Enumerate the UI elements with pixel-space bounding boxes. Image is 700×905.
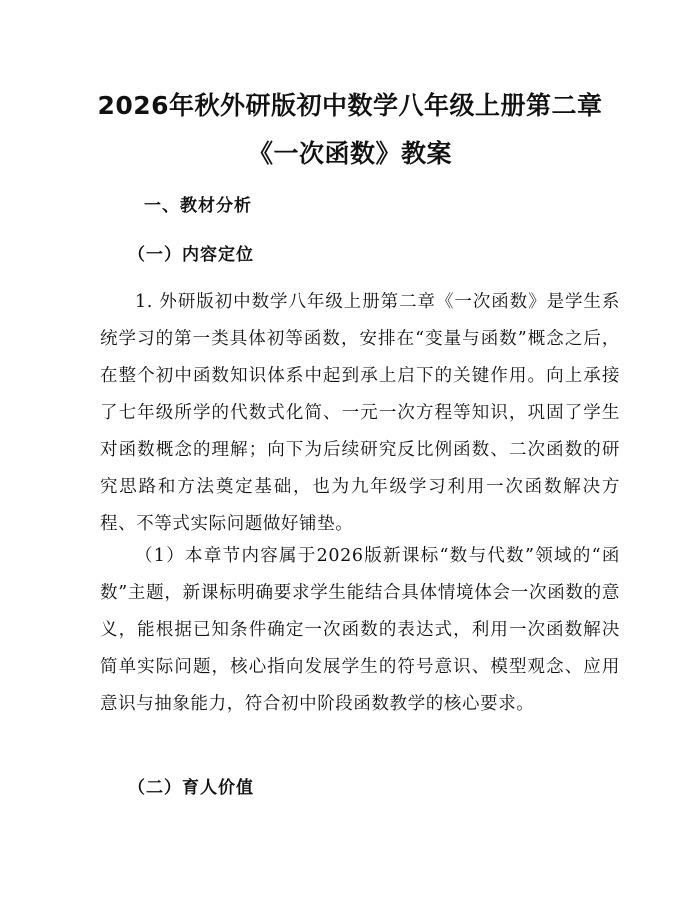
document-title-line-1: 2026年秋外研版初中数学八年级上册第二章 bbox=[97, 91, 603, 120]
document-title-line-2: 《一次函数》教案 bbox=[247, 139, 452, 168]
paragraph-content-positioning: 1. 外研版初中数学八年级上册第二章《一次函数》是学生系统学习的第一类具体初等函数，安排在“变量与函数”概念之后，在整个初中函数知识体系中起到承上启下的关键作用。向上承接了七年级所学的代数式化简、一元一次方程等知识，巩固了学生对函数概念的理解；向下为后续研究反比例函数、二次函数的研究思路和方法奠定基础，也为九年级学习利用一次函数解决方程、不等式实际问题做好铺垫。 bbox=[100, 292, 620, 534]
section-heading-textbook-analysis: 一、教材分析 bbox=[144, 196, 252, 216]
subsection-heading-educational-value: （二）育人价值 bbox=[128, 778, 254, 798]
subsection-heading-content-positioning: （一）内容定位 bbox=[128, 245, 254, 265]
paragraph-curriculum-standard: （1）本章节内容属于2026版新课标“数与代数”领域的“函数”主题，新课标明确要求学生能结合具体情境体会一次函数的意义，能根据已知条件确定一次函数的表达式，利用一次函数解决简单实际问题，核心指向发展学生的符号意识、模型观念、应用意识与抽象能力，符合初中阶段函数教学的核心要求。 bbox=[100, 546, 620, 714]
